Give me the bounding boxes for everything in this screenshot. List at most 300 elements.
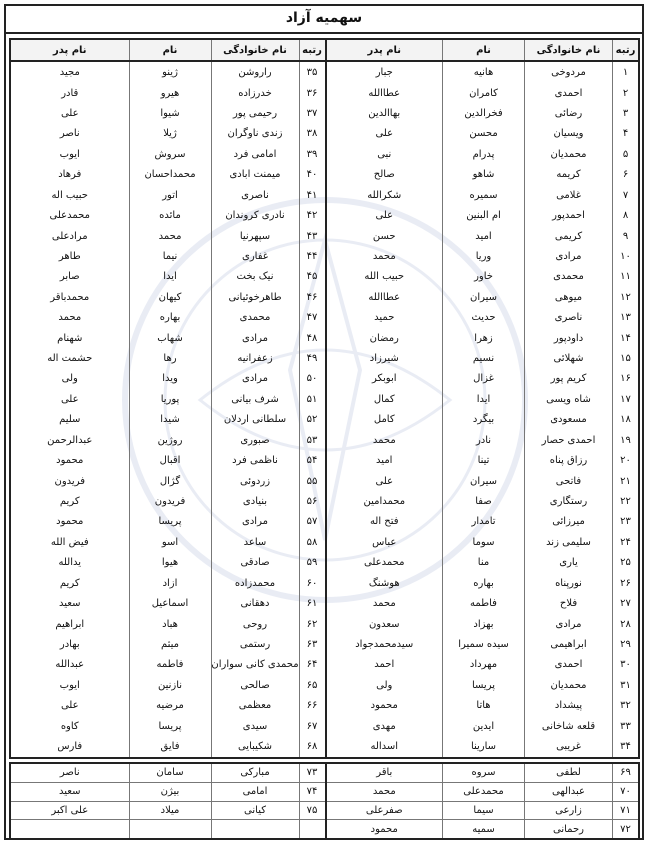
father-name-cell: محمدعلی — [364, 557, 405, 569]
father-name-cell: صابر — [59, 271, 80, 283]
last-name-cell: فلاح — [524, 593, 612, 613]
rank-cell: ۳۵ — [299, 62, 325, 82]
last-name-cell: فاتحی — [524, 471, 612, 491]
first-name-cell: بیگرد — [442, 410, 524, 430]
father-name-cell: یدالله — [58, 557, 82, 569]
last-name-cell: امامی — [211, 783, 299, 801]
rank-cell: ۷۲ — [612, 820, 638, 838]
father-name-cell: فارس — [57, 741, 83, 753]
first-name-cell: صفا — [442, 491, 524, 511]
last-name-cell: راروشن — [211, 62, 299, 82]
father-name-cell: ابوبکر — [371, 373, 397, 385]
father-name-cell: قادر — [61, 87, 79, 99]
father-name-cell: صفرعلی — [365, 804, 403, 816]
last-name-cell: شکیبایی — [211, 736, 299, 756]
table-row — [11, 716, 325, 736]
father-name-cell: محمد — [372, 250, 396, 262]
rank-cell: ۶۵ — [299, 675, 325, 695]
first-name-cell: محمداحسان — [129, 165, 211, 185]
first-name-cell: اقبال — [129, 450, 211, 470]
rank-cell: ۱۵ — [612, 348, 638, 368]
rank-cell: ۱۶ — [612, 369, 638, 389]
rank-cell: ۳۱ — [612, 675, 638, 695]
father-name-cell: بهادر — [59, 638, 80, 650]
first-name-cell: سیما — [442, 802, 524, 820]
first-name-cell: بیژن — [129, 783, 211, 801]
header-last-name-cell: نام خانوادگی — [211, 40, 299, 60]
last-name-cell: مرادی — [524, 614, 612, 634]
first-name-cell: هانیه — [442, 62, 524, 82]
first-name-cell: نازنین — [129, 675, 211, 695]
first-name-cell: گژال — [129, 471, 211, 491]
last-name-cell: ناظمی فرد — [211, 450, 299, 470]
rank-cell: ۶۳ — [299, 634, 325, 654]
father-name-cell: علی — [60, 107, 79, 119]
table-row — [11, 675, 325, 695]
first-name-cell: فاطمه — [129, 655, 211, 675]
rank-cell: ۱۷ — [612, 389, 638, 409]
rank-cell: ۳۲ — [612, 696, 638, 716]
last-name-cell: زعفرانیه — [211, 348, 299, 368]
table-row — [327, 450, 639, 470]
first-name-cell: وریا — [442, 246, 524, 266]
last-name-cell: ساعد — [211, 532, 299, 552]
last-name-cell: مردوخی — [524, 62, 612, 82]
table-row — [11, 246, 325, 266]
rank-cell: ۵۵ — [299, 471, 325, 491]
last-name-cell: امامی فرد — [211, 144, 299, 164]
last-name-cell: مرادی — [211, 512, 299, 532]
last-name-cell: بنیادی — [211, 491, 299, 511]
father-name-cell: ایوب — [59, 148, 80, 160]
father-name-cell: محمود — [370, 700, 398, 712]
first-name-cell: سروه — [442, 764, 524, 782]
table-row — [327, 430, 639, 450]
table-row — [11, 267, 325, 287]
rank-cell: ۱ — [612, 62, 638, 82]
father-name-cell: سعید — [59, 786, 81, 798]
table-row — [327, 83, 639, 103]
first-name-cell: پریسا — [129, 716, 211, 736]
first-name-cell: اسو — [129, 532, 211, 552]
table-row — [327, 512, 639, 532]
table-row — [11, 820, 325, 838]
table-row — [11, 389, 325, 409]
rank-cell: ۳۳ — [612, 716, 638, 736]
table-row — [11, 124, 325, 144]
last-name-cell: مرادی — [524, 246, 612, 266]
table-row — [11, 185, 325, 205]
rank-cell: ۲۹ — [612, 634, 638, 654]
table-row — [11, 348, 325, 368]
rank-cell: ۶۷ — [299, 716, 325, 736]
table-row — [327, 614, 639, 634]
last-name-cell: میمنت ابادی — [211, 165, 299, 185]
first-name-cell: پوریا — [129, 389, 211, 409]
first-name-cell: سارینا — [442, 736, 524, 756]
table-row — [11, 369, 325, 389]
last-name-cell: سپهرنیا — [211, 226, 299, 246]
table-row — [11, 802, 325, 821]
table-row — [11, 328, 325, 348]
table-row — [11, 430, 325, 450]
father-name-cell: بهاالدین — [368, 107, 401, 119]
rank-cell: ۵۱ — [299, 389, 325, 409]
rank-cell: ۲۳ — [612, 512, 638, 532]
first-name-cell: نسیم — [442, 348, 524, 368]
table-row — [327, 696, 639, 716]
last-name-cell: سلطانی اردلان — [211, 410, 299, 430]
table-row — [11, 287, 325, 307]
last-name-cell: رحیمی پور — [211, 103, 299, 123]
father-name-cell: شهنام — [57, 332, 83, 344]
first-name-cell: فایق — [129, 736, 211, 756]
table-row — [11, 83, 325, 103]
father-name-cell: مهدی — [372, 720, 396, 732]
page-title: سهمیه آزاد — [4, 4, 644, 34]
father-name-cell: نبی — [377, 148, 392, 160]
father-name-cell: امید — [376, 455, 393, 467]
rank-cell: ۷۱ — [612, 802, 638, 820]
first-name-cell: فریدون — [129, 491, 211, 511]
father-name-cell: مرادعلی — [51, 230, 88, 242]
rank-cell: ۷۳ — [299, 764, 325, 782]
table-row — [327, 532, 639, 552]
first-name-cell: ایدین — [442, 716, 524, 736]
table-row — [327, 655, 639, 675]
father-name-cell: علی — [375, 475, 394, 487]
last-name-cell: کریمی — [524, 226, 612, 246]
rank-cell: ۱۹ — [612, 430, 638, 450]
first-name-cell: بهزاد — [442, 614, 524, 634]
father-name-cell: ابراهیم — [55, 618, 85, 630]
first-name-cell: سوما — [442, 532, 524, 552]
rank-cell: ۱۲ — [612, 287, 638, 307]
last-name-cell: رستمی — [211, 634, 299, 654]
last-name-cell: ناصری — [524, 307, 612, 327]
father-name-cell: ولی — [376, 679, 393, 691]
rank-cell: ۵۷ — [299, 512, 325, 532]
father-name-cell: محمدباقر — [50, 291, 90, 303]
bottom-left-half — [11, 764, 325, 838]
first-name-cell: ژینو — [129, 62, 211, 82]
father-name-cell: محمدعلی — [49, 210, 90, 222]
first-name-cell: پریسا — [129, 512, 211, 532]
rank-cell: ۱۱ — [612, 267, 638, 287]
first-name-cell: میثم — [129, 634, 211, 654]
rank-cell: ۴۸ — [299, 328, 325, 348]
rank-cell: ۱۳ — [612, 307, 638, 327]
first-name-cell: زهرا — [442, 328, 524, 348]
father-name-cell: حمید — [374, 312, 395, 324]
first-name-cell: ایدا — [129, 267, 211, 287]
father-name-cell: صالح — [373, 169, 395, 181]
father-name-cell: محمود — [56, 516, 84, 528]
father-name-cell: علی — [60, 700, 79, 712]
table-row — [11, 62, 325, 82]
last-name-cell: زردوئی — [211, 471, 299, 491]
last-name-cell: کریم پور — [524, 369, 612, 389]
last-name-cell: غفاری — [211, 246, 299, 266]
table-row — [327, 573, 639, 593]
rank-cell: ۵۴ — [299, 450, 325, 470]
father-name-cell: اسداله — [370, 741, 399, 753]
last-name-cell: محمدیان — [524, 144, 612, 164]
father-name-cell: علی — [60, 393, 79, 405]
father-name-cell: علی — [375, 128, 394, 140]
table-row — [11, 736, 325, 756]
table-row — [327, 491, 639, 511]
rank-cell: ۶۲ — [299, 614, 325, 634]
first-name-cell: ازاد — [129, 573, 211, 593]
header-father-name-cell: نام پدر — [367, 44, 402, 56]
last-name-cell: رضائی — [524, 103, 612, 123]
father-name-cell: فریدون — [54, 475, 86, 487]
father-name-cell: عباس — [372, 536, 397, 548]
rank-cell: ۴۰ — [299, 165, 325, 185]
father-name-cell: عبدالرحمن — [47, 434, 93, 446]
father-name-cell: سیدمحمدجواد — [355, 638, 414, 650]
table-row — [11, 573, 325, 593]
table-row — [327, 553, 639, 573]
bottom-table — [9, 762, 640, 840]
table-row — [327, 103, 639, 123]
rank-cell: ۵۰ — [299, 369, 325, 389]
last-name-cell: پیشداد — [524, 696, 612, 716]
last-name-cell: احمدی — [524, 83, 612, 103]
last-name-cell: قلعه شاخانی — [524, 716, 612, 736]
first-name-cell: ویدا — [129, 369, 211, 389]
rank-cell: ۲۶ — [612, 573, 638, 593]
last-name-cell: داودپور — [524, 328, 612, 348]
last-name-cell: احمدی حصار — [524, 430, 612, 450]
table-row — [327, 246, 639, 266]
rank-cell: ۴۷ — [299, 307, 325, 327]
table-row — [11, 512, 325, 532]
last-name-cell: دهقانی — [211, 593, 299, 613]
table-row — [11, 696, 325, 716]
father-name-cell: کریم — [59, 577, 80, 589]
table-row — [11, 491, 325, 511]
father-name-cell: سعدون — [368, 618, 400, 630]
rank-cell: ۳۹ — [299, 144, 325, 164]
rank-cell: ۷۰ — [612, 783, 638, 801]
rank-cell: ۳ — [612, 103, 638, 123]
father-name-cell: هوشنگ — [368, 577, 400, 589]
rank-cell: ۱۰ — [612, 246, 638, 266]
last-name-cell: صادقی — [211, 553, 299, 573]
first-name-cell: فاطمه — [442, 593, 524, 613]
father-name-cell: محمدامین — [363, 495, 406, 507]
last-name-cell: غریبی — [524, 736, 612, 756]
rank-cell: ۶۸ — [299, 736, 325, 756]
father-name-cell: احمد — [374, 659, 395, 671]
table-row — [11, 307, 325, 327]
father-name-cell: کاوه — [60, 720, 79, 732]
rank-cell: ۴۱ — [299, 185, 325, 205]
rank-cell: ۵۲ — [299, 410, 325, 430]
last-name-cell: مرادی — [211, 328, 299, 348]
first-name-cell: شیدا — [129, 410, 211, 430]
last-name-cell — [211, 820, 299, 838]
first-name-cell: خاور — [442, 267, 524, 287]
first-name-cell: هاتا — [442, 696, 524, 716]
first-name-cell: نادر — [442, 430, 524, 450]
table-row — [11, 165, 325, 185]
table-row — [327, 736, 639, 756]
first-name-cell: میلاد — [129, 802, 211, 820]
last-name-cell: زندی ناوگران — [211, 124, 299, 144]
table-row — [11, 103, 325, 123]
first-name-cell: سمیه — [442, 820, 524, 838]
first-name-cell: روژین — [129, 430, 211, 450]
father-name-cell: ولی — [61, 373, 78, 385]
father-name-cell: کریم — [59, 495, 80, 507]
first-name-cell: سروش — [129, 144, 211, 164]
table-row — [327, 764, 639, 783]
rank-cell: ۹ — [612, 226, 638, 246]
first-name-cell: هباد — [129, 614, 211, 634]
first-name-cell: سیده سمیرا — [442, 634, 524, 654]
rank-cell: ۷۵ — [299, 802, 325, 820]
last-name-cell: معظمی — [211, 696, 299, 716]
header-father-name-cell: نام پدر — [52, 44, 87, 56]
father-name-cell: محمد — [58, 312, 82, 324]
last-name-cell: رزاق پناه — [524, 450, 612, 470]
rank-cell: ۴۴ — [299, 246, 325, 266]
header-rank-cell: رتبه — [299, 40, 325, 60]
last-name-cell: محمدی — [524, 267, 612, 287]
table-row — [11, 593, 325, 613]
table-row — [11, 450, 325, 470]
rank-cell: ۱۸ — [612, 410, 638, 430]
first-name-cell: بهاره — [129, 307, 211, 327]
rank-cell: ۲۸ — [612, 614, 638, 634]
table-row — [11, 655, 325, 675]
table-row — [327, 267, 639, 287]
father-name-cell: محمود — [370, 823, 398, 835]
rank-cell: ۴۲ — [299, 205, 325, 225]
rank-cell: ۳۰ — [612, 655, 638, 675]
rank-cell: ۵۸ — [299, 532, 325, 552]
father-name-cell — [11, 820, 129, 838]
header-first-name-cell: نام — [442, 40, 524, 60]
father-name-cell: مجید — [59, 67, 80, 79]
last-name-cell: شهلائی — [524, 348, 612, 368]
father-name-cell: طاهر — [58, 250, 81, 262]
table-row — [11, 532, 325, 552]
table-row — [327, 369, 639, 389]
last-name-cell: طاهرخوئیانی — [211, 287, 299, 307]
table-row — [327, 62, 639, 82]
last-name-cell: صبوری — [211, 430, 299, 450]
last-name-cell: ویسیان — [524, 124, 612, 144]
first-name-cell: شهاب — [129, 328, 211, 348]
first-name-cell: کیهان — [129, 287, 211, 307]
last-name-cell: ناصری — [211, 185, 299, 205]
last-name-cell: میوهی — [524, 287, 612, 307]
first-name-cell: نیما — [129, 246, 211, 266]
first-name-cell: سیران — [442, 287, 524, 307]
table-row — [327, 226, 639, 246]
last-name-cell: کیانی — [211, 802, 299, 820]
last-name-cell: رستگاری — [524, 491, 612, 511]
last-name-cell: عبدالهی — [524, 783, 612, 801]
table-row — [327, 716, 639, 736]
rank-cell: ۶ — [612, 165, 638, 185]
table-row — [327, 675, 639, 695]
rank-cell: ۴ — [612, 124, 638, 144]
father-name-cell: علی اکبر — [51, 804, 89, 816]
rank-cell: ۶۴ — [299, 655, 325, 675]
father-name-cell: ناصر — [59, 767, 80, 779]
header-last-name-cell: نام خانوادگی — [524, 40, 612, 60]
last-name-cell: غلامی — [524, 185, 612, 205]
first-name-cell: بهاره — [442, 573, 524, 593]
first-name-cell: شاهو — [442, 165, 524, 185]
last-name-cell: میرزائی — [524, 512, 612, 532]
first-name-cell: محمدعلی — [442, 783, 524, 801]
father-name-cell: شیرزاد — [369, 353, 399, 365]
last-name-cell: لطفی — [524, 764, 612, 782]
last-name-cell: زارعی — [524, 802, 612, 820]
rank-cell: ۵ — [612, 144, 638, 164]
first-name-cell: امید — [442, 226, 524, 246]
last-name-cell: یاری — [524, 553, 612, 573]
father-name-cell: فتح اله — [369, 516, 399, 528]
last-name-cell: نورپناه — [524, 573, 612, 593]
last-name-cell: خدرزاده — [211, 83, 299, 103]
table-row — [327, 593, 639, 613]
table-row — [11, 226, 325, 246]
last-name-cell: نیک بخت — [211, 267, 299, 287]
last-name-cell: مبارکی — [211, 764, 299, 782]
first-name-cell: ام البنین — [442, 205, 524, 225]
table-row — [11, 410, 325, 430]
first-name-cell: مهرداد — [442, 655, 524, 675]
rank-cell: ۴۳ — [299, 226, 325, 246]
father-name-cell: جبار — [375, 67, 393, 79]
table-row — [11, 553, 325, 573]
rank-cell: ۲۲ — [612, 491, 638, 511]
rank-cell — [299, 820, 325, 838]
first-name-cell: کامران — [442, 83, 524, 103]
last-name-cell: نادری کروندان — [211, 205, 299, 225]
rank-cell: ۴۹ — [299, 348, 325, 368]
table-row — [327, 634, 639, 654]
first-name-cell: مائده — [129, 205, 211, 225]
rank-cell: ۵۹ — [299, 553, 325, 573]
last-name-cell: ابراهیمی — [524, 634, 612, 654]
father-name-cell: رمضان — [369, 332, 399, 344]
last-name-cell: مرادی — [211, 369, 299, 389]
last-name-cell: سلیمی زند — [524, 532, 612, 552]
father-name-cell: حبیب اله — [51, 189, 88, 201]
table-row — [327, 389, 639, 409]
rank-cell: ۶۶ — [299, 696, 325, 716]
first-name-cell: سیران — [442, 471, 524, 491]
rank-cell: ۷۴ — [299, 783, 325, 801]
rank-cell: ۲۴ — [612, 532, 638, 552]
table-row — [327, 205, 639, 225]
first-name-cell: شیوا — [129, 103, 211, 123]
father-name-cell: محمد — [372, 598, 396, 610]
last-name-cell: محمدیان — [524, 675, 612, 695]
first-name-cell: پدرام — [442, 144, 524, 164]
header-first-name-cell: نام — [129, 40, 211, 60]
bottom-right-half — [325, 764, 639, 838]
father-name-cell: فیض الله — [50, 536, 89, 548]
